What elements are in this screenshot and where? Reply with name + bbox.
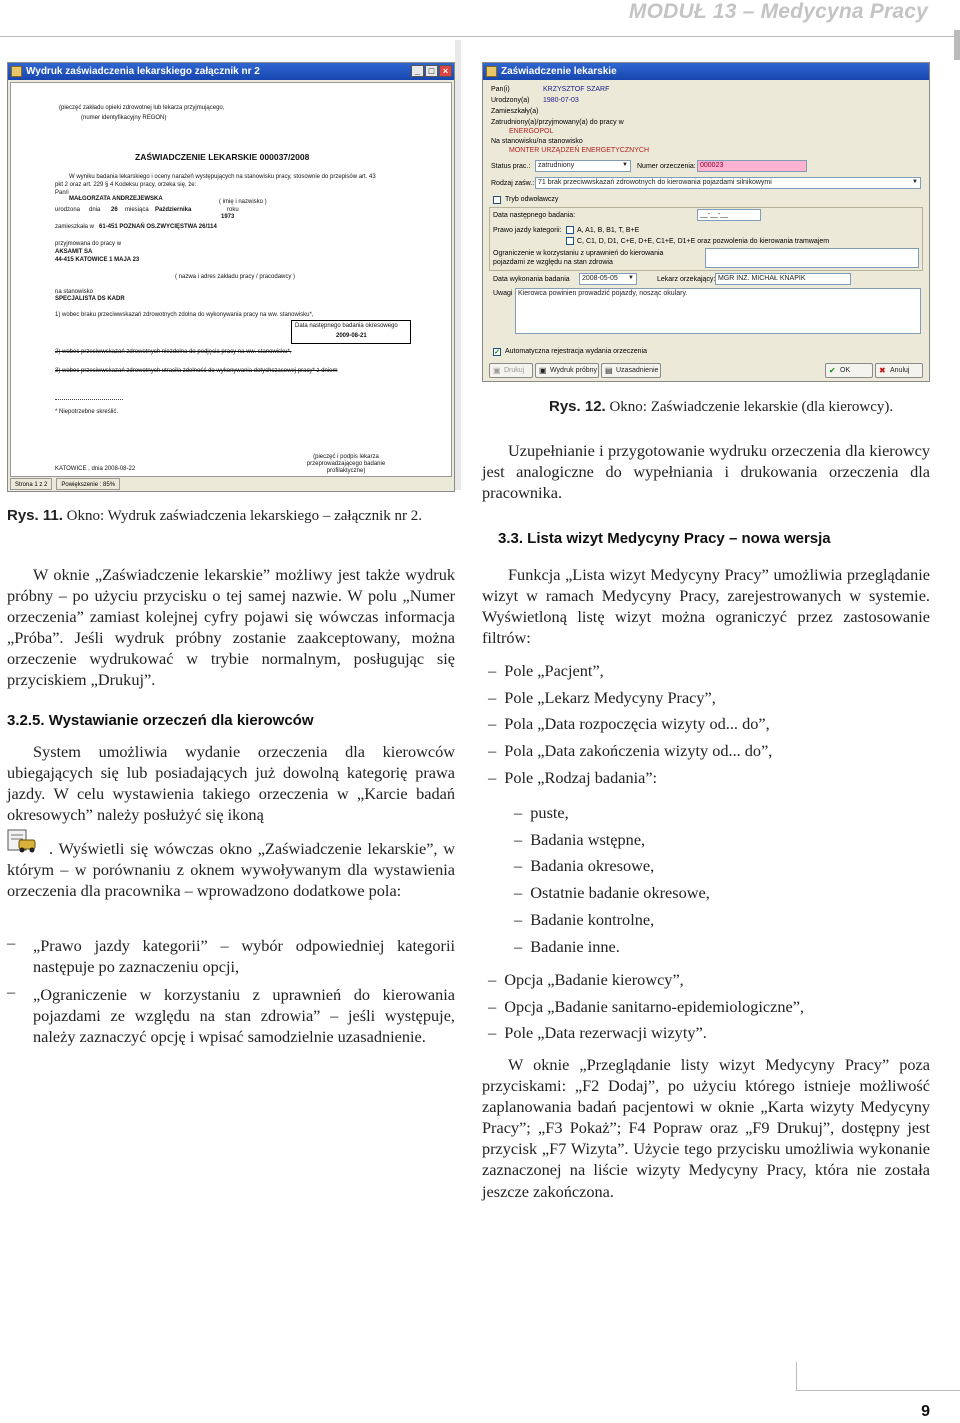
left-paragraph-2 <box>7 741 455 825</box>
doc-firm-hint: ( nazwa i adres zakładu pracy / pracodawcy ) <box>175 274 296 280</box>
auto-register-checkbox[interactable]: ✓ <box>494 348 500 356</box>
preview-statusbar <box>10 478 452 490</box>
filter-item-text: Pola „Data rozpoczęcia wizyty od... do”, <box>504 714 770 734</box>
filter-item-text: Pole „Lekarz Medycyny Pracy”, <box>504 687 716 707</box>
left-paragraph-2b: . Wyświetli się wówczas okno „Zaświadczenie lekarskie”, w którym – w porównaniu z oknem wywoływanym dla wystawienia orzeczenia dla pracownika – wprowadzono dodatkowe pola: <box>7 839 455 901</box>
appeal-checkbox[interactable] <box>493 196 501 204</box>
chevron-down-icon[interactable]: ▼ <box>622 162 628 168</box>
trial-print-button-label: Wydruk próbny <box>550 367 598 374</box>
exam-type-item: – Badanie inne. <box>514 936 620 956</box>
doc-position-label: na stanowisko <box>55 289 94 295</box>
zoom-indicator: Powiększenie : 85% <box>56 478 120 490</box>
next-exam-label: Data następnego badania: <box>493 212 576 219</box>
doc-footnote: * Niepotrzebne skreślić. <box>55 409 119 415</box>
filter-item: – Opcja „Badanie sanitarno-epidemiologiczne”, <box>488 996 804 1016</box>
status-label: Status prac.: <box>491 163 531 170</box>
filter-item: – Pole „Data rezerwacji wizyty”. <box>488 1023 707 1043</box>
app-icon <box>11 66 22 77</box>
doc-conclusion-2: 2) wobec przeciwwskazań zdrowotnych niezdolna do podjęcia pracy na ww. stanowisku*, <box>55 349 292 355</box>
position-label: Na stanowisku/na stanowisko <box>491 138 583 145</box>
license-opt2-label: C, C1, D, D1, C+E, D+E, C1+E, D1+E oraz pozwolenia do kierowania tramwajem <box>577 238 830 245</box>
document-preview <box>10 82 452 477</box>
doc-stamp-line: (pieczęć zakładu opieki zdrowotnej lub lekarza przyjmującego, <box>59 105 225 111</box>
filter-list-2 <box>488 967 928 1047</box>
trial-print-button[interactable] <box>535 363 599 378</box>
exam-type-item: – Badania okresowe, <box>514 856 655 876</box>
doc-name-hint: ( imię i nazwisko ) <box>219 199 267 205</box>
number-label: Numer orzeczenia: <box>637 163 696 170</box>
filter-item: – Opcja „Badanie kierowcy”, <box>488 970 684 989</box>
left-paragraph-2-text: System umożliwia wydanie orzeczenia dla kierowców ubiegających się lub posiadających już dowolną kategorię prawa jazdy. W celu wystawienia takiego orzeczenia w „Karcie badań okresowych” należy posłużyć się ikoną <box>7 742 455 825</box>
doc-year-value: 1973 <box>221 214 235 220</box>
doc-firm-name: AKSAMIT SA <box>55 249 93 255</box>
filter-item-text: Pole „Rodzaj badania”: <box>504 767 658 787</box>
filter-item: – Pole „Rodzaj badania”: <box>488 767 658 787</box>
page-indicator: Strona 1 z 2 <box>10 478 52 490</box>
check-icon: ✔ <box>829 366 836 375</box>
doc-conclusion-3: 3) wobec przeciwwskazań zdrowotnych utraciła zdolność do wykonywania dotychczasowej pracy* z dniem <box>55 368 338 374</box>
exam-date-value: 2008-05-05 <box>582 275 618 282</box>
license-label: Prawo jazdy kategorii: <box>493 227 562 234</box>
exam-type-text: Badanie kontrolne, <box>530 909 655 929</box>
right-paragraph-2: Funkcja „Lista wizyt Medycyny Pracy” umożliwia przeglądanie wizyt w ramach Medycyny Pracy, zarejestrowanych w systemie. Wyświetloną listę wizyt można ograniczyć przez zastosowanie filtrów: <box>482 565 930 648</box>
doc-conclusion-1: 1) wobec braku przeciwwskazań zdrowotnych zdolna do wykonywania pracy na ww. stanowisku*, <box>55 312 314 318</box>
exam-type-text: puste, <box>530 803 569 822</box>
doc-signature-hint: (pieczęć i podpis lekarza przeprowadzającego badanie profilaktyczne) <box>306 454 386 474</box>
figure-11-number: Rys. 11. <box>7 507 63 524</box>
filter-item-text: Pola „Data zakończenia wizyty od... do”, <box>504 741 773 761</box>
pan-value: KRZYSZTOF SZARF <box>543 86 610 93</box>
section-33-heading: 3.3. Lista wizyt Medycyny Pracy – nowa wersja <box>498 530 831 547</box>
driver-certificate-dialog <box>482 62 930 382</box>
doc-born-label: urodzona <box>55 207 81 213</box>
doc-day-value: 26 <box>111 207 118 213</box>
exam-type-item: – puste, <box>514 803 569 822</box>
doctor-label: Lekarz orzekający: <box>657 276 716 283</box>
filter-item: – Pole „Lekarz Medycyny Pracy”, <box>488 687 716 707</box>
auto-register-label: Automatyczna rejestracja wydania orzeczenia <box>505 348 648 355</box>
doc-month-value: Października <box>155 207 192 213</box>
minimize-button[interactable]: _ <box>411 65 424 77</box>
filter-item-text: Opcja „Badanie sanitarno-epidemiologiczne”, <box>504 996 804 1016</box>
notes-field[interactable]: Kierowca powinien prowadzić pojazdy, nosząc okulary. <box>515 288 921 334</box>
running-header: MODUŁ 13 – Medycyna Pracy <box>628 0 928 23</box>
doc-para-1b: pkt 2 oraz art. 229 § 4 Kodeksu pracy, orzeka się, że: <box>55 182 197 188</box>
next-exam-field[interactable]: __-__-__ <box>697 209 761 221</box>
exam-type-text: Badanie inne. <box>530 936 620 956</box>
justification-button[interactable] <box>601 363 661 378</box>
filter-list-1 <box>488 658 928 792</box>
filter-item: – Pola „Data zakończenia wizyty od... do”, <box>488 741 773 761</box>
born-value: 1980-07-03 <box>543 97 579 104</box>
filter-item: – Pole „Pacjent”, <box>488 661 604 680</box>
doc-pan-label: Pan/i <box>55 190 69 196</box>
dialog-titlebar <box>483 63 929 80</box>
doc-year-label: roku <box>227 207 239 213</box>
doc-address-label: zamieszkała w <box>55 224 95 230</box>
address-label: Zamieszkały(a) <box>491 108 539 115</box>
close-button[interactable]: × <box>439 65 452 77</box>
bullet-dash: – <box>7 933 16 952</box>
doc-para-1a: W wyniku badania lekarskiego i oceny narażeń występujących na stanowisku pracy, stosownie do przepisów art. 43 <box>69 174 376 180</box>
doc-next-exam-date: 2009-08-21 <box>336 333 367 339</box>
doc-firm-address: 44-415 KATOWICE 1 MAJA 23 <box>55 257 140 263</box>
license-opt1-label: A, A1, B, B1, T, B+E <box>577 227 640 234</box>
footer-rule-vertical <box>796 1362 797 1391</box>
footer-rule <box>796 1390 960 1391</box>
print-button-label: Drukuj <box>504 367 525 374</box>
license-opt1-checkbox[interactable] <box>566 226 574 234</box>
bullet-dash: – <box>7 982 16 1001</box>
exam-type-text: Badania okresowe, <box>530 856 655 876</box>
header-tab <box>954 30 960 60</box>
preview-scrollbar[interactable] <box>455 40 461 490</box>
restriction-label: Ograniczenie w korzystaniu z uprawnień do kierowania pojazdami ze względu na stan zdrowia <box>493 250 664 266</box>
figure-11-text: Okno: Wydruk zaświadczenia lekarskiego – załącznik nr 2. <box>66 508 422 524</box>
justification-button-label: Uzasadnienie <box>616 367 659 374</box>
chevron-down-icon[interactable]: ▼ <box>912 179 918 185</box>
filter-item-text: Pole „Pacjent”, <box>504 661 604 680</box>
license-opt2-checkbox[interactable] <box>566 237 574 245</box>
exam-type-list <box>514 800 914 960</box>
status-select-value: zatrudniony <box>538 162 575 169</box>
doc-address-value: 61-451 POZNAŃ OS.ZWYCIĘSTWA 26/114 <box>99 224 217 230</box>
doc-title: ZAŚWIADCZENIE LEKARSKIE 000037/2008 <box>135 152 310 162</box>
app-icon <box>486 66 497 77</box>
left-bullet-1: „Prawo jazdy kategorii” – wybór odpowiedniej kategorii następuje po zaznaczeniu opcji, <box>33 936 455 977</box>
section-325-heading: 3.2.5. Wystawianie orzeczeń dla kierowców <box>7 712 314 729</box>
type-select[interactable] <box>535 177 921 189</box>
printer-icon: ▣ <box>539 366 547 375</box>
figure-12-text: Okno: Zaświadczenie lekarskie (dla kierowcy). <box>609 399 894 415</box>
left-bullet-2: „Ograniczenie w korzystaniu z uprawnień do kierowania pojazdami ze względu na stan zdrowia” – jeśli występuje, należy zaznaczyć opcję i wpisać samodzielnie uzasadnienie. <box>33 985 455 1047</box>
doc-footnote-rule <box>55 399 123 400</box>
window-title: Wydruk zaświadczenia lekarskiego załącznik nr 2 <box>26 66 260 77</box>
number-field[interactable]: 000023 <box>697 160 807 172</box>
cancel-button-label: Anuluj <box>890 367 910 374</box>
filter-item-text: Pole „Data rezerwacji wizyty”. <box>504 1023 707 1043</box>
exam-type-text: Ostatnie badanie okresowe, <box>530 883 710 903</box>
doc-hired-label: przyjmowana do pracy w <box>55 241 122 247</box>
exam-type-text: Badania wstępne, <box>530 829 646 849</box>
doc-next-exam-label: Data następnego badania okresowego <box>295 323 398 329</box>
dialog-title: Zaświadczenie lekarskie <box>501 66 617 77</box>
ok-button[interactable] <box>825 363 873 378</box>
window-titlebar <box>8 63 454 80</box>
left-paragraph-1: W oknie „Zaświadczenie lekarskie” możliwy jest także wydruk próbny – po użyciu przycisku o tej samej nazwie. W polu „Numer orzeczenia” zamiast kolejnej cyfry pojawi się wówczas informacja „Próba”. Jeśli wydruk próbny zostanie zaakceptowany, można orzeczenie wydrukować w trybie normalnym, posługując się przyciskiem „Drukuj”. <box>7 565 455 690</box>
cancel-button[interactable] <box>875 363 923 378</box>
chevron-down-icon[interactable]: ▼ <box>628 275 634 281</box>
maximize-button[interactable]: □ <box>425 65 438 77</box>
notes-label: Uwagi <box>493 290 513 297</box>
doc-month-label: miesiąca <box>125 207 149 213</box>
doc-day-label: dnia <box>89 207 101 213</box>
exam-type-item: – Badania wstępne, <box>514 829 646 849</box>
header-rule <box>0 36 960 37</box>
page-number: 9 <box>921 1403 930 1420</box>
type-select-value: 71 brak przeciwwskazań zdrowotnych do kierowania pojazdami silnikowymi <box>538 179 772 186</box>
print-button[interactable] <box>489 363 533 378</box>
filter-item-text: Opcja „Badanie kierowcy”, <box>504 970 684 989</box>
figure-12-caption <box>549 398 893 416</box>
employer-value: ENERGOPOL <box>509 128 554 135</box>
document-icon: ▤ <box>605 366 613 375</box>
doc-pan-value: MAŁGORZATA ANDRZEJEWSKA <box>69 196 163 202</box>
exam-type-item: – Badanie kontrolne, <box>514 909 655 929</box>
pan-label: Pan(i) <box>491 86 510 93</box>
exam-date-field[interactable] <box>579 273 637 285</box>
doc-next-exam-box <box>291 320 411 344</box>
doctor-field[interactable]: MGR INŻ. MICHAŁ KNAPIK <box>715 273 851 285</box>
print-preview-window <box>7 62 455 492</box>
restriction-field[interactable] <box>705 248 919 268</box>
ok-button-label: OK <box>840 367 851 374</box>
position-value: MONTER URZĄDZEŃ ENERGETYCZNYCH <box>509 147 650 154</box>
exam-type-item: – Ostatnie badanie okresowe, <box>514 883 710 903</box>
employer-label: Zatrudniony(a)/przyjmowany(a) do pracy w <box>491 119 624 126</box>
born-label: Urodzony(a) <box>491 97 530 104</box>
status-select[interactable] <box>535 160 631 172</box>
doc-place-date: KATOWICE , dnia 2008-08-22 <box>55 466 136 472</box>
right-paragraph-1: Uzupełnianie i przygotowanie wydruku orzeczenia dla kierowcy jest analogiczne do wypełniania i drukowania orzeczenia dla pracownika. <box>482 441 930 503</box>
exam-date-label: Data wykonania badania <box>493 276 570 283</box>
right-paragraph-3: W oknie „Przeglądanie listy wizyt Medycyny Pracy” poza przyciskami: „F2 Dodaj”, po użyciu którego istnieje możliwość zaplanowania badań pacjentowi w oknie „Karta wizyty Medycyny Pracy”; „F3 Pokaż”; F4 Popraw oraz „F9 Drukuj”, dostępny jest przycisk „F7 Wizyta”. Użycie tego przycisku umożliwia wykonanie zaznaczonej na liście wizyty Medycyny Pracy, która nie została jeszcze zakończona. <box>482 1055 930 1201</box>
doc-position-value: SPECJALISTA DS KADR <box>55 296 125 302</box>
doc-regon-line: (numer identyfikacyjny REGON) <box>81 115 167 121</box>
filter-item: – Pola „Data rozpoczęcia wizyty od... do”, <box>488 714 770 734</box>
figure-11-caption <box>7 505 457 527</box>
figure-12-number: Rys. 12. <box>549 398 606 415</box>
type-label: Rodzaj zaśw.: <box>491 180 535 187</box>
appeal-label: Tryb odwoławczy <box>505 196 559 203</box>
printer-icon: ▣ <box>493 366 501 375</box>
cross-icon: ✖ <box>879 366 886 375</box>
